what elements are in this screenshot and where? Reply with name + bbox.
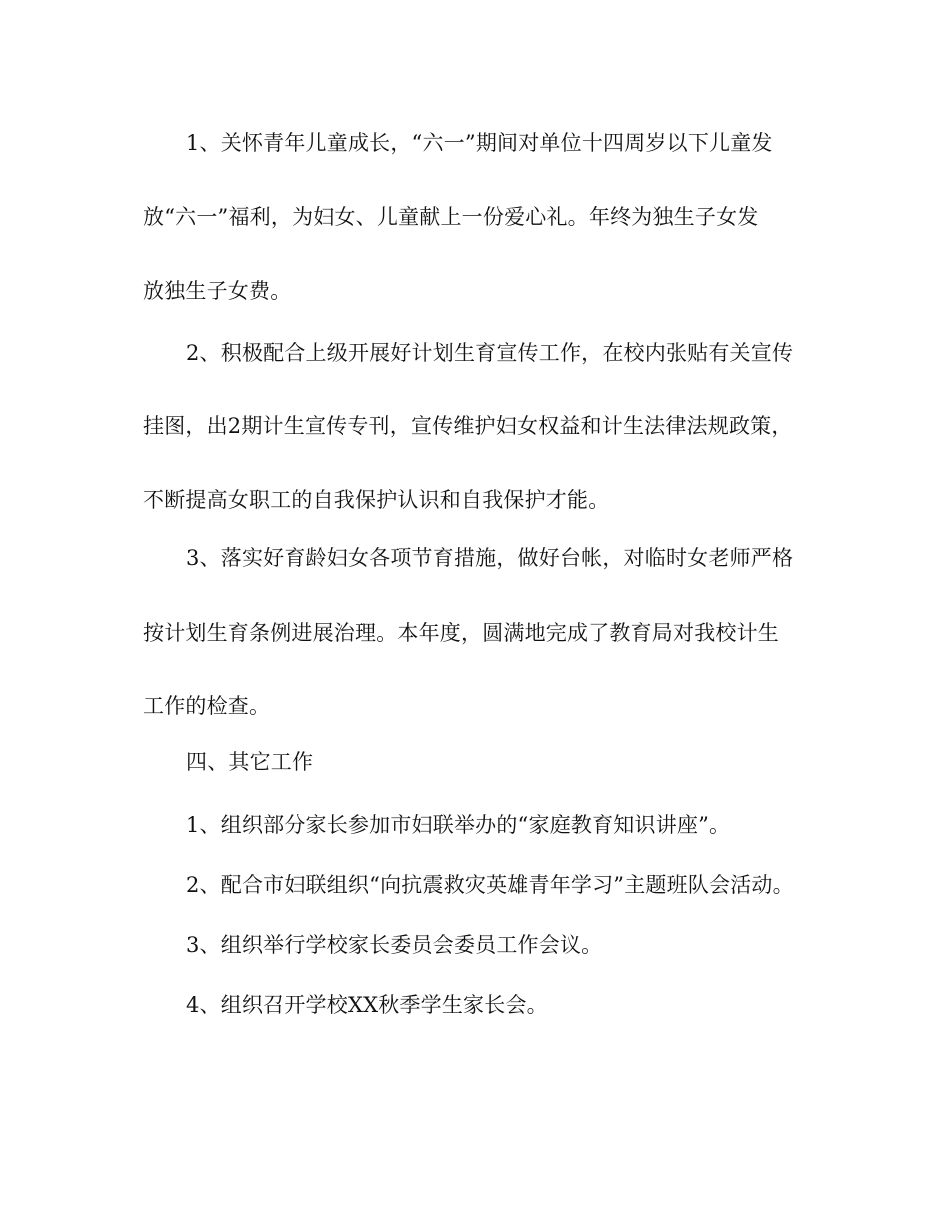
- paragraph-1-line-1: 1、关怀青年儿童成长，“六一”期间对单位十四周岁以下儿童发: [186, 131, 773, 155]
- paragraph-1-line-3: 放独生子女费。: [143, 279, 292, 303]
- list-item-1: 1、组织部分家长参加市妇联举办的“家庭教育知识讲座”。: [186, 813, 731, 837]
- paragraph-1-line-2: 放“六一”福利，为妇女、儿童献上一份爱心礼。年终为独生子女发: [143, 205, 759, 229]
- list-item-3: 3、组织举行学校家长委员会委员工作会议。: [186, 933, 603, 957]
- paragraph-3-line-3: 工作的检查。: [143, 694, 271, 718]
- section-heading-other-work: 四、其它工作: [186, 750, 314, 774]
- list-item-4: 4、组织召开学校XX秋季学生家长会。: [186, 993, 548, 1017]
- paragraph-3-line-2: 按计划生育条例进展治理。本年度，圆满地完成了教育局对我校计生: [143, 621, 779, 645]
- paragraph-2-line-2: 挂图，出2期计生宣传专刊，宣传维护妇女权益和计生法律法规政策，: [143, 414, 793, 438]
- paragraph-3-line-1: 3、落实好育龄妇女各项节育措施，做好台帐，对临时女老师严格: [186, 546, 794, 570]
- list-item-2: 2、配合市妇联组织“向抗震救灾英雄青年学习”主题班队会活动。: [186, 873, 794, 897]
- paragraph-2-line-1: 2、积极配合上级开展好计划生育宣传工作，在校内张贴有关宣传: [186, 341, 794, 365]
- paragraph-2-line-3: 不断提高女职工的自我保护认识和自我保护才能。: [143, 488, 610, 512]
